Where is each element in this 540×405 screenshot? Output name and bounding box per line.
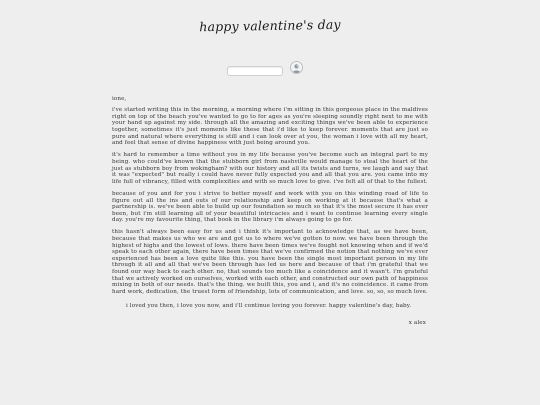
letter-body: [112, 96, 428, 332]
letter-greeting: ione,: [112, 96, 127, 102]
letter-paragraph: i've started writing this in the morning, a morning where i'm sitting in this gorgeous place in the maldives right on top of the beach you've wanted to go to for ages as you're sleeping soundly right next to me with your hand up against my side. through all the amazing and exciting things we've been able to experience together, sometimes it's just moments like these that i'd like to keep forever. moments that are just so pure and natural where everything is still and i can look over at you, the woman i love with all my heart, and feel that sense of divine happiness with just being around you.: [112, 107, 428, 147]
letter-closing: i loved you then, i love you now, and i'll continue loving you forever. happy valentine's day, baby.: [126, 303, 412, 310]
letter-paragraph: it's hard to remember a time without you in my life because you've become such an integral part to my being. who could've known that the stubborn girl from nashville would manage to steal the heart of the just as stubborn boy from wokingham? with our history and all its twists and turns, we laugh and say that it was "expected" but really i could have never fully expected you and all that you are. you came into my life full of vibrancy, filled with complexities and with so much love to give. i've felt all of that to the fullest.: [112, 152, 428, 185]
avatar[interactable]: [290, 61, 303, 74]
letter-signoff: x alex: [408, 320, 426, 326]
letter-paragraph: because of you and for you i strive to better myself and work with you on this winding road of life to figure out all the ins and outs of our relationship and keep on working at it because that's what a partnership is. we've been able to build up our foundation so much so that it's the most secure it has ever been, but i'm still learning all of your beautiful intricacies and i want to continue learning every single day. you're my favourite thing, that book in the library i'm always going to go for.: [112, 190, 428, 224]
letter-paragraph: this hasn't always been easy for us and i think it's important to acknowledge that, as we have been, because that makes us who we are and got us to where we've gotten to now. we have been through the highest of highs and the lowest of lows. there have been times we've fought not knowing when and if we'd speak to each other again, there have been times that we've confirmed the notion that nothing we've ever experienced has been a love quite like this. you have been the single most important person in my life through it all and all that we've been through has led us here and because of that i'm grateful that we found our way back to each other. no, that sounds too much like a coincidence and it wasn't. i'm grateful that we actively worked on ourselves, worked with each other, and constructed our own path of happiness mixing in both of our needs. that's the thing. we built this, you and i, and it's no coincidence. it came from hard work, dedication, the truest form of friendship, lots of communication, and love. so, so, so much love.: [112, 229, 428, 295]
avatar-icon: [291, 62, 302, 73]
page-title: happy valentine's day: [199, 16, 341, 35]
search-input[interactable]: [227, 66, 283, 76]
